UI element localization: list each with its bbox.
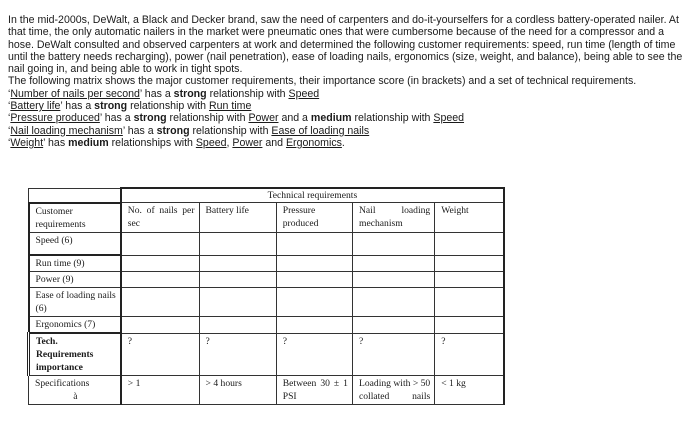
customer-requirement-label: Ease of loading nails (6) bbox=[29, 288, 121, 317]
strength-label: medium bbox=[310, 112, 352, 125]
tech-requirement-ref: Pressure produced bbox=[10, 112, 100, 125]
strength-label: strong bbox=[133, 112, 167, 125]
relationship-cell bbox=[276, 255, 352, 272]
customer-requirement-row bbox=[29, 272, 505, 288]
relationship-cell bbox=[199, 272, 276, 288]
relationship-line: ‘Pressure produced’ has a strong relationship with Power and a medium relationship with Speed bbox=[8, 112, 465, 125]
customer-requirement-ref: Speed bbox=[433, 112, 465, 125]
relationship-cell bbox=[121, 317, 199, 334]
customer-requirement-ref: Speed bbox=[288, 87, 320, 100]
matrix-header-row bbox=[29, 188, 505, 203]
customer-requirement-ref: Ergonomics bbox=[285, 136, 342, 149]
tech-column-header: Battery life bbox=[199, 203, 276, 233]
tech-importance-label: Tech. Requirements importance bbox=[29, 333, 121, 376]
relationship-cell bbox=[435, 317, 504, 334]
relationship-cell bbox=[199, 255, 276, 272]
relationship-cell bbox=[199, 232, 276, 255]
customer-requirement-ref: Speed bbox=[195, 136, 227, 149]
specification-value: < 1 kg bbox=[435, 376, 504, 405]
relationship-line: ‘Battery life’ has a strong relationship with Run time bbox=[8, 100, 252, 113]
relationship-cell bbox=[121, 288, 199, 317]
matrix-column-row bbox=[29, 203, 505, 233]
problem-statement bbox=[8, 14, 692, 149]
relationship-line: ‘Nail loading mechanism’ has a strong relationship with Ease of loading nails bbox=[8, 124, 370, 137]
relationship-line: ‘Number of nails per second’ has a strong relationship with Speed bbox=[8, 87, 320, 100]
customer-requirements-header: Customer requirements bbox=[29, 203, 121, 233]
strength-label: strong bbox=[94, 100, 128, 113]
customer-requirement-label: Run time (9) bbox=[29, 255, 121, 272]
customer-requirement-ref: Power bbox=[232, 136, 263, 149]
importance-value: ? bbox=[435, 333, 504, 376]
tech-requirement-ref: Weight bbox=[10, 136, 44, 149]
relationship-cell bbox=[276, 232, 352, 255]
relationship-cell bbox=[276, 272, 352, 288]
customer-requirement-ref: Power bbox=[248, 112, 279, 125]
tech-requirement-ref: Battery life bbox=[10, 100, 61, 113]
specification-value: > 1 bbox=[121, 376, 199, 405]
customer-requirement-row bbox=[29, 255, 505, 272]
strength-label: medium bbox=[68, 136, 109, 149]
strength-label: strong bbox=[173, 87, 207, 100]
relationship-cell bbox=[352, 272, 434, 288]
qfd-matrix bbox=[27, 187, 505, 405]
relationship-cell bbox=[199, 288, 276, 317]
tech-requirements-header: Technical requirements bbox=[121, 188, 504, 203]
specifications-label: Specifications à bbox=[29, 376, 121, 405]
tech-column-header: Weight bbox=[435, 203, 504, 233]
specification-value: > 4 hours bbox=[199, 376, 276, 405]
specifications-row bbox=[29, 376, 505, 405]
tech-requirement-ref: Number of nails per second bbox=[10, 87, 140, 100]
intro-paragraph-1: In the mid-2000s, DeWalt, a Black and Decker brand, saw the need of carpenters and do-it-yourselfers for a cordless battery-operated nailer. At that time, the only automatic nailers in the market were pneumatic ones that were cumbersome because of the need for a compressor and a hose. DeWalt consulted and observed carpenters at work and determined the following customer requirements: speed, run time (length of time until the battery needs recharging), power (nail penetration), ease of loading nails, ergonomics (size, weight, and balance), being able to see the nail going in, and being able to work in tight spots. bbox=[8, 14, 683, 76]
importance-value: ? bbox=[276, 333, 352, 376]
relationship-cell bbox=[435, 272, 504, 288]
relationship-cell bbox=[276, 317, 352, 334]
relationship-cell bbox=[435, 288, 504, 317]
specification-value: Between 30 ± 1 PSI bbox=[276, 376, 352, 405]
relationship-cell bbox=[435, 232, 504, 255]
tech-column-header: No. of nails per sec bbox=[121, 203, 199, 233]
relationship-line-weight: ‘Weight’ has medium relationships with Speed, Power and Ergonomics. bbox=[8, 136, 345, 149]
importance-value: ? bbox=[352, 333, 434, 376]
customer-requirement-ref: Ease of loading nails bbox=[271, 124, 370, 137]
importance-value: ? bbox=[199, 333, 276, 376]
customer-requirement-row bbox=[29, 317, 505, 334]
intro-paragraph-2: The following matrix shows the major customer requirements, their importance score (in brackets) and a set of technical requirements. bbox=[8, 75, 637, 88]
relationship-cell bbox=[352, 317, 434, 334]
relationship-cell bbox=[276, 288, 352, 317]
relationship-cell bbox=[199, 317, 276, 334]
tech-column-header: Pressure produced bbox=[276, 203, 352, 233]
customer-requirement-row bbox=[29, 232, 505, 255]
customer-requirement-label: Ergonomics (7) bbox=[29, 317, 121, 334]
relationship-cell bbox=[121, 232, 199, 255]
relationship-cell bbox=[121, 255, 199, 272]
relationship-cell bbox=[352, 288, 434, 317]
relationship-cell bbox=[435, 255, 504, 272]
importance-value: ? bbox=[121, 333, 199, 376]
customer-requirement-ref: Run time bbox=[209, 100, 252, 113]
specification-value: Loading with > 50 collated nails bbox=[352, 376, 434, 405]
strength-label: strong bbox=[156, 124, 190, 137]
customer-requirement-label: Speed (6) bbox=[29, 232, 121, 255]
relationship-cell bbox=[121, 272, 199, 288]
relationship-cell bbox=[352, 232, 434, 255]
relationship-cell bbox=[352, 255, 434, 272]
tech-requirement-ref: Nail loading mechanism bbox=[10, 124, 123, 137]
tech-column-header: Nail loading mechanism bbox=[352, 203, 434, 233]
customer-requirement-label: Power (9) bbox=[29, 272, 121, 288]
customer-requirement-row bbox=[29, 288, 505, 317]
tech-importance-row bbox=[29, 333, 505, 376]
